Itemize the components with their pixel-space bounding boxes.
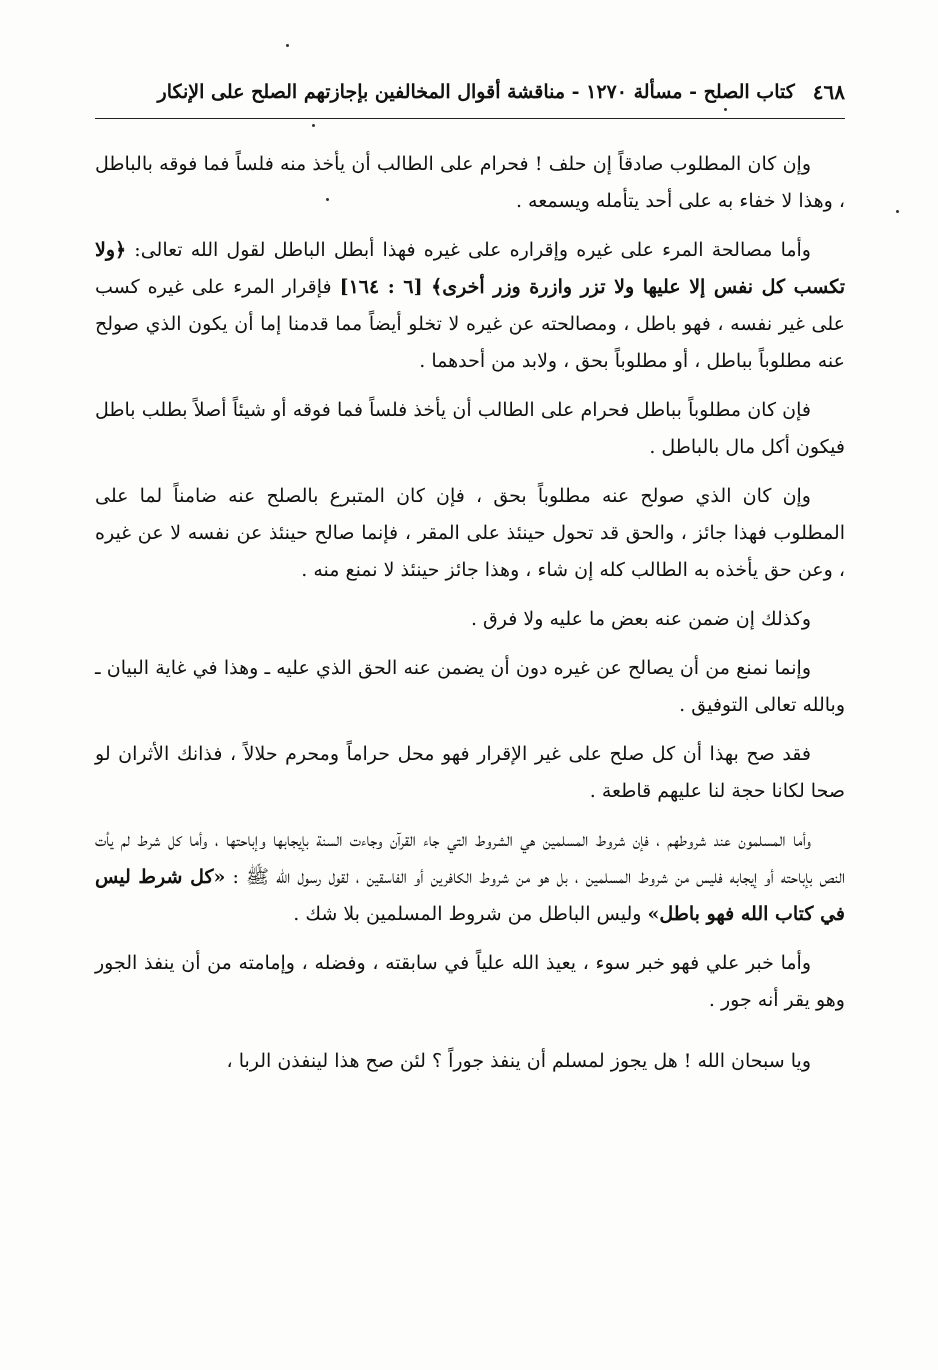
quran-quote: ﴿ولا تكسب كل نفس إلا عليها ولا تزر وازرة وزر أخرى﴾ [٦ : ١٦٤] [95, 239, 845, 298]
page-number: ٤٦٨ [812, 80, 845, 104]
scan-speck [896, 210, 899, 213]
scan-speck [312, 124, 315, 127]
header-divider [95, 118, 845, 119]
paragraph-2-lead: وأما مصالحة المرء على غيره وإقراره على غيره فهذا أبطل الباطل لقول الله تعالى: [126, 239, 811, 261]
paragraph-8 [95, 822, 845, 933]
scan-speck [724, 108, 727, 111]
paragraph-4: وإن كان الذي صولح عنه مطلوباً بحق ، فإن كان المتبرع بالصلح عنه ضامناً لما على المطلوب فهذا جائز ، والحق قد تحول حينئذ على المقر ، فإنما صالح حينئذ عن نفسه لا عن غيره ، وعن حق يأخذه به الطالب كله إن شاء ، وهذا جائز حينئذ لا نمنع منه . [95, 485, 845, 581]
paragraph-9: وأما خبر علي فهو خبر سوء ، يعيذ الله علياً في سابقته ، وفضله ، وإمامته من أن ينفذ الجور وهو يقر أنه جور . [95, 952, 845, 1011]
paragraph-2-tail: فإقرار المرء على غيره كسب على غير نفسه ، فهو باطل ، ومصالحته عن غيره لا تخلو أيضاً مما قدمنا إما أن يكون الذي صولح عنه مطلوباً بباطل ، أو مطلوباً بحق ، ولابد من أحدهما . [95, 276, 845, 372]
page-body [95, 146, 845, 1092]
paragraph-7: فقد صح بهذا أن كل صلح على غير الإقرار فهو محل حراماً ومحرم حلالاً ، فذانك الأثران لو صحا لكانا حجة لنا عليهم قاطعة . [95, 743, 845, 802]
paragraph-10: ويا سبحان الله ! هل يجوز لمسلم أن ينفذ جوراً ؟ لئن صح هذا لينفذن الربا ، [226, 1050, 811, 1072]
paragraph-5: وكذلك إن ضمن عنه بعض ما عليه ولا فرق . [470, 608, 811, 630]
paragraph-8-tail: وليس الباطل من شروط المسلمين بلا شك . [293, 903, 648, 925]
running-title: كتاب الصلح - مسألة ١٢٧٠ - مناقشة أقوال المخالفين بإجازتهم الصلح على الإنكار [157, 81, 795, 103]
paragraph-8-lead: وأما المسلمون عند شروطهم ، فإن شروط المسلمين هي الشروط التي جاء القرآن وجاءت السنة بإيجابها وإباحتها ، وأما كل شرط لم يأت النص بإباحته أو إيجابه فليس من شروط المسلمين ، بل هو من شروط الكافرين أو الفاسقين ، لقول رسول الله ﷺ : [95, 829, 845, 888]
scan-speck [326, 198, 329, 201]
paragraph-3: فإن كان مطلوباً بباطل فحرام على الطالب أن يأخذ فلساً فما فوقه أو شيئاً أصلاً بطلب باطل فيكون أكل مال بالباطل . [95, 399, 845, 458]
paragraph-6: وإنما نمنع من أن يصالح عن غيره دون أن يضمن عنه الحق الذي عليه ـ وهذا في غاية البيان ـ وبالله تعالى التوفيق . [95, 657, 845, 716]
page-header [95, 70, 845, 114]
paragraph-2 [95, 232, 845, 380]
scan-speck [286, 44, 289, 47]
paragraph-1: وإن كان المطلوب صادقاً إن حلف ! فحرام على الطالب أن يأخذ منه فلساً فما فوقه بالباطل ، وهذا لا خفاء به على أحد يتأمله ويسمعه . [95, 153, 845, 212]
hadith-quote: «كل شرط ليس في كتاب الله فهو باطل» [95, 866, 845, 925]
